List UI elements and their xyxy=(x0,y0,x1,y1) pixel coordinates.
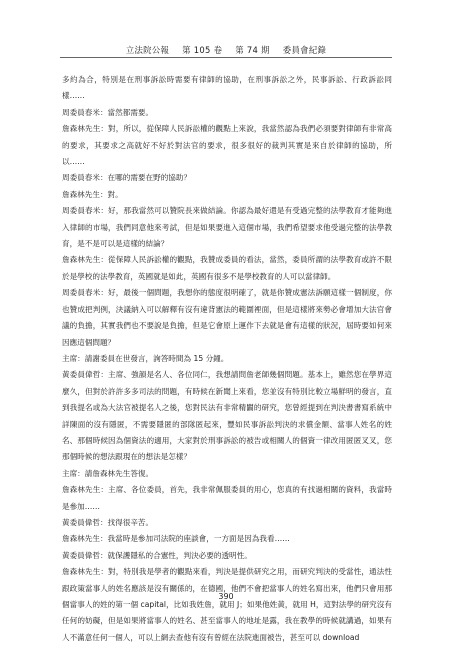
transcript-paragraph: 周委員春米：好，最後一個問題，我想你的態度很明確了，就是你贊成憲法訴願這樣一個制度，你也贊成把判例，決議納入可以解釋有沒有違背憲法的範圍裡面，但是這樣將來勢必會增加大法官會議的負擔，其實我們也不要說是負擔，但是它會原上運作下去就是會有這樣的狀況，屆時要如何來因應這個問題？ xyxy=(62,288,392,347)
page-number: 390 xyxy=(218,592,234,601)
transcript-paragraph: 詹森林先生：對，所以，從保障人民訴訟權的觀點上來說，我當然認為我們必須要對律師有非常高的要求，其要求之高就好不好於對法官的要求，很多很好的裁判其實是來自於律師的協助，所以…… xyxy=(62,124,392,167)
transcript-body xyxy=(62,72,392,646)
section-name: 委員會紀錄 xyxy=(282,45,327,55)
transcript-paragraph: 多約為合，特別是在刑事訴訟時需要有律師的協助，在刑事訴訟之外，民事訴訟、行政訴訟同樣…… xyxy=(62,75,392,101)
transcript-paragraph: 詹森林先生：從保障人民訴訟權的觀點，我贊成委員的看法，當然，委員所謂的法學教育或許不限於是學校的法學教育，英國就是如此，英國有很多不是學校教育的人可以當律師。 xyxy=(62,255,392,281)
transcript-paragraph: 詹森林先生：主席、各位委員，首先，我非常佩服委員的用心，您真的有找過相關的資料，我當時是參加…… xyxy=(62,485,392,511)
transcript-paragraph: 主席：請詹森林先生答復。 xyxy=(62,468,154,478)
transcript-paragraph: 詹森林先生：對，特別我是學者的觀點來看，判決是提供研究之用，而研究判決的受當性，通法性跟政策當事人的姓名應該是沒有關係的，在德國，他們不會把當事人的姓名寫出來，他們只會用那個當事人的姓的第一個 capital，比如我姓詹，就用 J；如果他姓黃，就用 H，這對法學的研究沒有任何的妨礙，但是如果將當事人的姓名、甚至當事人的地址是露，我在教學的時候就講過，如果有人不滿意任何一個人，可以上網去查他有沒有曾經在法院進面被告，甚至可以 download xyxy=(62,567,392,642)
transcript-paragraph: 周委員春米：在哪的需要在野的協助？ xyxy=(62,173,192,183)
transcript-paragraph: 詹森林先生：我當時是參加司法院的座談會，一方面是因為我看…… xyxy=(62,534,290,544)
transcript-paragraph: 主席：請謝委員在世發言，詢答時間為 15 分鐘。 xyxy=(62,353,229,363)
transcript-paragraph: 詹森林先生：對。 xyxy=(62,189,123,199)
transcript-paragraph: 周委員春米：當然都需要。 xyxy=(62,107,154,117)
transcript-paragraph: 黃委員偉哲：找得很辛苦。 xyxy=(62,517,154,527)
publication-name: 立法院公報 xyxy=(125,45,170,55)
header-rule xyxy=(60,57,392,58)
page-header xyxy=(0,44,452,56)
issue-number: 第 74 期 xyxy=(235,45,270,55)
transcript-paragraph: 黃委員偉哲：就保護隱私的合憲性，判決必要的透明性。 xyxy=(62,550,252,560)
volume-number: 第 105 卷 xyxy=(182,45,223,55)
transcript-paragraph: 周委員春米：好，那我當然可以贊院長來做結論。你認為最好還是有受過完整的法學教育才能夠進入律師的市場，我們同意他來考試，但是如果要進入這個市場，我們希望要求他受過完整的法學教育，是不是可以是這樣的結論？ xyxy=(62,206,392,249)
transcript-paragraph: 黃委員偉哲：主席、強韻是名人、各位同仁，我想請問詹老師幾個問題。基本上，雖然您在學界這麼久，但對於許許多多司法的問題，有時候在新聞上來看，您並沒有特別比較立場鮮明的發言，直到我提名或為大法官被提名人之後，您對民法有非常精闢的研究，您曾經提到在判決書書寫系統中詳陳面的沒有隱匿，不需要隱匿的部隊匿起來，豐如民事訴訟判決的求償金額、當事人姓名的姓名、那個時候因為個資法的適用，大家對於刑事訴訟的被告或相關人的個資一律改用匿匿叉叉，您那個時候的想法跟現在的想法是怎樣？ xyxy=(62,370,392,462)
